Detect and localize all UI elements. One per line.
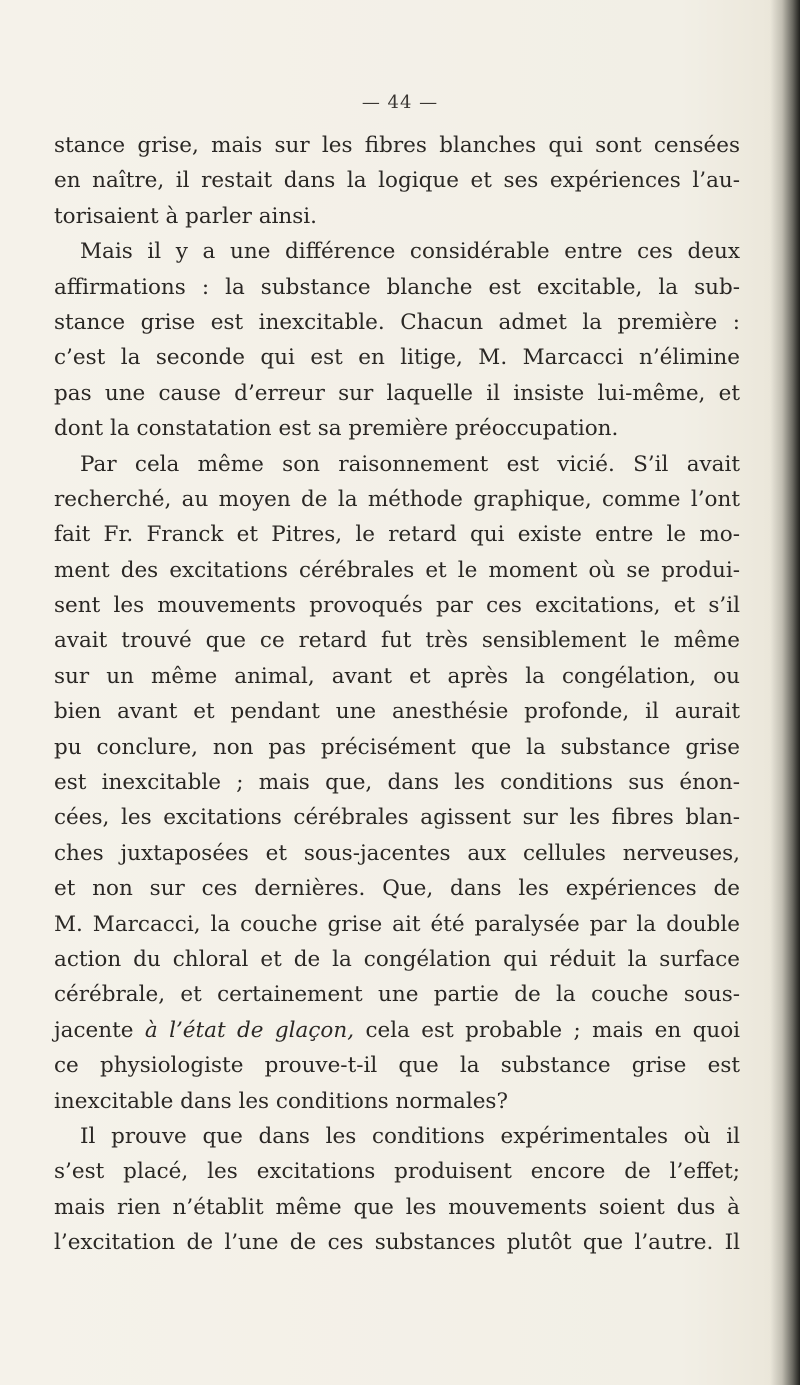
binding-edge: [770, 0, 800, 1385]
text-line: Il prouve que dans les conditions expérimentales où il: [80, 1123, 740, 1149]
text-segment: jacente: [54, 1017, 145, 1043]
text-line: sur un même animal, avant et après la congélation, ou: [54, 663, 740, 689]
text-line: cérébrale, et certainement une partie de la couche sous-: [54, 982, 740, 1008]
text-line: ce physiologiste prouve-t-il que la substance grise est: [54, 1053, 740, 1079]
text-line: est inexcitable ; mais que, dans les conditions sus énon-: [54, 770, 740, 796]
text-line: stance grise, mais sur les fibres blanches qui sont censées: [54, 133, 740, 158]
text-line: Mais il y a une différence considérable entre ces deux: [80, 239, 740, 265]
text-line-with-italic: [54, 1013, 740, 1048]
text-line: cées, les excitations cérébrales agissent sur les fibres blan-: [54, 805, 740, 831]
text-line: fait Fr. Franck et Pitres, le retard qui existe entre le mo-: [54, 522, 740, 548]
text-line: bien avant et pendant une anesthésie profonde, il aurait: [54, 699, 740, 725]
text-line: pu conclure, non pas précisément que la substance grise: [54, 734, 740, 760]
text-line: pas une cause d’erreur sur laquelle il insiste lui-même, et: [54, 380, 740, 406]
text-line: mais rien n’établit même que les mouvements soient dus à: [54, 1194, 740, 1220]
text-line: Par cela même son raisonnement est vicié. S’il avait: [80, 451, 740, 477]
text-line: action du chloral et de la congélation qui réduit la surface: [54, 946, 740, 972]
text-line: torisaient à parler ainsi.: [54, 203, 318, 229]
text-line: M. Marcacci, la couche grise ait été paralysée par la double: [54, 911, 740, 937]
text-line: ment des excitations cérébrales et le moment où se produi-: [54, 557, 740, 583]
text-line: c’est la seconde qui est en litige, M. Marcacci n’élimine: [54, 345, 740, 371]
text-line: sent les mouvements provoqués par ces excitations, et s’il: [54, 593, 740, 619]
text-line: l’excitation de l’une de ces substances plutôt que l’autre. Il: [54, 1230, 740, 1256]
text-segment: cela est probable ; mais en quoi: [354, 1017, 741, 1043]
text-line: stance grise est inexcitable. Chacun admet la première :: [54, 309, 740, 335]
text-line: avait trouvé que ce retard fut très sensiblement le même: [54, 628, 740, 654]
text-line: s’est placé, les excitations produisent encore de l’effet;: [54, 1159, 740, 1185]
text-line: recherché, au moyen de la méthode graphique, comme l’ont: [54, 486, 740, 512]
body-text: [54, 128, 740, 1261]
text-line: en naître, il restait dans la logique et ses expériences l’au-: [54, 168, 740, 194]
text-line: et non sur ces dernières. Que, dans les expériences de: [54, 876, 740, 902]
page-number: — 44 —: [361, 92, 439, 113]
text-line: affirmations : la substance blanche est excitable, la sub-: [54, 274, 740, 300]
text-line: ches juxtaposées et sous-jacentes aux cellules nerveuses,: [54, 840, 740, 866]
text-line: dont la constatation est sa première préoccupation.: [54, 416, 619, 442]
italic-phrase: à l’état de glaçon,: [144, 1017, 355, 1043]
text-line: inexcitable dans les conditions normales?: [54, 1088, 508, 1114]
